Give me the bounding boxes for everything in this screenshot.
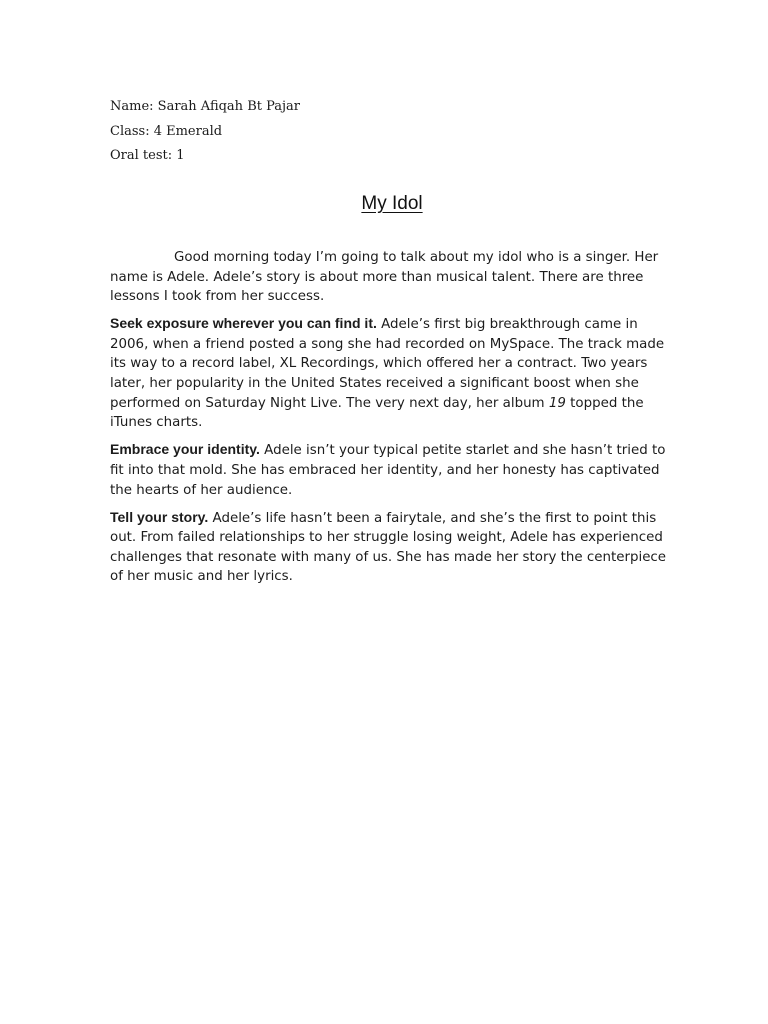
essay-body bbox=[110, 248, 676, 595]
paragraph-text: Adele’s life hasn’t been a fairytale, and she’s the first to point this out. From failed relationships to her struggle losing weight, Adele has experienced challenges that resonate with many of us. She has made her story the centerpiece of her music and her lyrics. bbox=[110, 510, 667, 585]
lesson-paragraph-exposure bbox=[110, 314, 676, 433]
lesson-heading: Seek exposure wherever you can find it. bbox=[110, 315, 377, 332]
lesson-heading: Tell your story. bbox=[110, 508, 209, 525]
oral-test-number: Oral test: 1 bbox=[110, 148, 185, 163]
intro-paragraph: Good morning today I’m going to talk about my idol who is a singer. Her name is Adele. Adele’s story is about more than musical talent. There are three lessons I took from her success. bbox=[110, 250, 659, 305]
lesson-paragraph-story bbox=[110, 508, 676, 587]
student-class: Class: 4 Emerald bbox=[110, 123, 223, 139]
student-name: Name: Sarah Afiqah Bt Pajar bbox=[110, 99, 301, 114]
lesson-paragraph-identity bbox=[110, 440, 676, 500]
student-info bbox=[110, 95, 300, 169]
essay-title: My Idol bbox=[361, 193, 423, 214]
lesson-heading: Embrace your identity. bbox=[110, 441, 260, 458]
paragraph-text: Adele’s first big breakthrough came in 2006, when a friend posted a song she had recorded on MySpace. The track made its way to a record label, XL Recordings, which offered her a contract. Two years later, her popularity in the United States received a significant boost when she performed on Saturday Night Live. The very next day, her album bbox=[110, 317, 665, 411]
album-title: 19 bbox=[548, 395, 566, 411]
paragraph-text: Adele isn’t your typical petite starlet and she hasn’t tried to fit into that mold. She has embraced her identity, and her honesty has captivated the hearts of her audience. bbox=[110, 443, 666, 498]
paragraph-text: topped the iTunes charts. bbox=[110, 395, 644, 431]
